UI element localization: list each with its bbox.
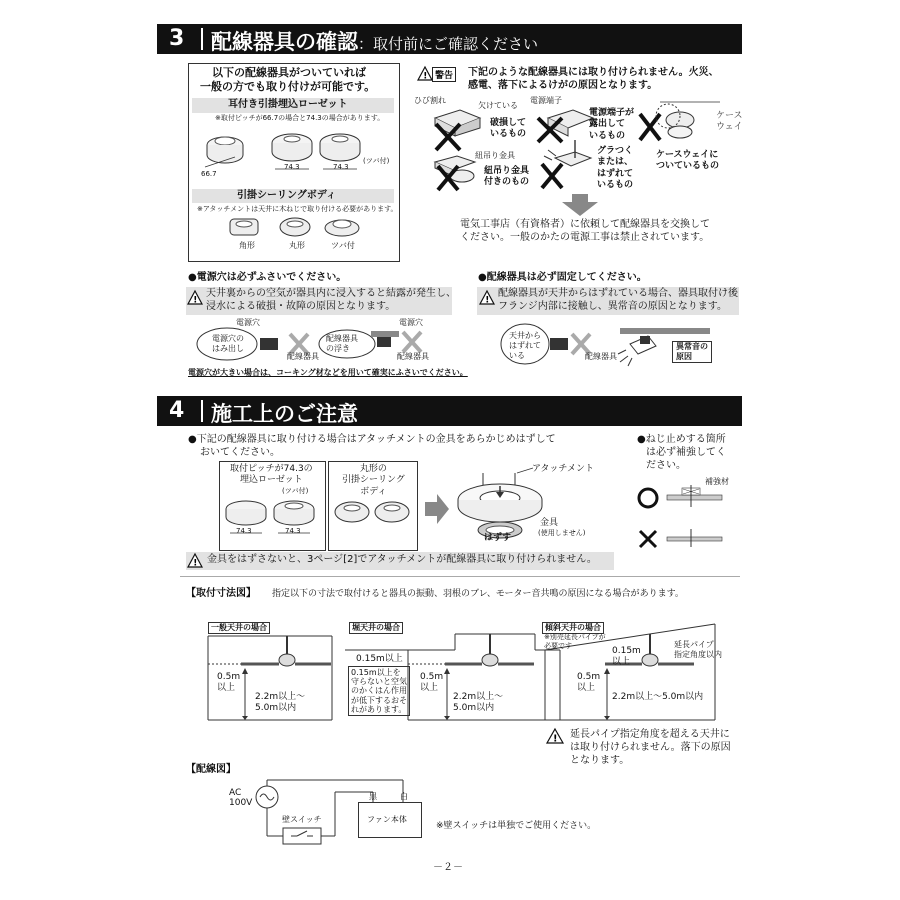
attachment-text-1: ●下記の配線器具に取り付ける場合はアタッチメントの金具をあらかじめはずして [188,434,556,445]
section-3-header [157,24,742,54]
warning-text-2: 感電、落下によるけがの原因となります。 [468,80,658,91]
warning-icon [547,729,563,743]
rosette-note: ※取付ピッチが66.7の場合と74.3の場合があります。 [215,114,385,122]
shape-square: 角形 [239,241,255,250]
label-hook-attached: 紐吊り金具 付きのもの [484,166,530,188]
rosette-title: 耳付き引掛埋込ローゼット [228,99,348,110]
d015-slope: 0.15m 以上 [612,646,641,668]
d05-normal: 0.5m 以上 [217,672,241,694]
label-abnormal: 異常音の 原因 [672,341,712,363]
label-case: ケース ウェイ [716,111,743,133]
warning-icon [188,291,202,304]
page-number: －２－ [433,862,463,873]
screw-text-2: は必ず補強してく [646,447,726,458]
label-power-hole-2: 電源穴 [399,318,423,327]
hole-heading: ●電源穴は必ずふさいでください。 [188,272,347,283]
label-caseway: ケースウェイに ついているもの [656,150,720,172]
white-wire-label: 白 [400,792,408,801]
section-title: 配線器具の確認：取付前にご確認ください [211,30,539,54]
label-power-hole: 電源穴 [236,318,260,327]
dimension-title: 【取付寸法図】 [186,588,256,599]
screw-illustration [637,485,727,555]
dimension-description: 指定以下の寸法で取付けると器具の振動、羽根のブレ、モーター音共鳴の原因になる場合があります。 [272,589,684,599]
section-title: 施工上のご注意 [211,402,358,426]
label-chip: 欠けている [478,101,518,110]
warning-icon [188,554,202,567]
warning-icon [480,291,494,304]
wall-switch-label: 壁スイッチ [282,815,322,824]
reinforce-label: 補強材 [705,477,729,486]
ceiling-body-title: 引掛シーリングボディ [237,190,336,201]
section-4-header [157,396,742,426]
shape-round: 丸形 [289,241,305,250]
label-device-3: 配線器具 [585,352,617,361]
svg-text:!: ! [193,558,198,569]
label-device: 配線器具 [287,352,319,361]
replace-text-1: 電気工事店（有資格者）に依頼して配線器具を交換して [460,219,710,230]
fix-warning-1: 配線器具が天井からはずれている場合、器具取付け後 [498,288,738,299]
dim-74-3-a: 74.3 [284,163,300,171]
shape-tsuba: ツバ付 [331,241,355,250]
label-loose: グラつく または、 はずれて いるもの [597,146,634,190]
well-note: 0.15m以上を 守らないと空気 のかくはん作用 が低下するおそ れがあります。 [348,666,410,716]
switch-note: ※壁スイッチは単独でご使用ください。 [436,821,597,831]
svg-text:!: ! [553,733,558,745]
down-arrow-icon [560,194,600,216]
slope-warning: 延長パイプ指定角度を超える天井に は取り付けられません。落下の原因 となります。 [570,729,731,766]
d22-normal: 2.2m以上～ 5.0m以内 [255,692,306,714]
label-crack: ひび割れ [414,96,446,105]
slope-ceiling-label: 傾斜天井の場合 [542,622,604,634]
screw-text-1: ●ねじ止めする箇所 [637,434,726,445]
warning-text-1: 下記のような配線器具には取り付けられません。火災、 [468,67,719,78]
screw-text-3: ださい。 [646,460,686,471]
fan-body-label: ファン本体 [367,815,407,824]
svg-text:!: ! [193,295,198,306]
dim-66-7: 66.7 [201,170,217,178]
warning-icon [418,67,432,80]
d05-well: 0.5m 以上 [420,672,444,694]
extension-note: ※別売延長パイプが 必要です [544,633,606,650]
normal-ceiling-label: 一般天井の場合 [208,622,270,634]
round-ceiling-label: 丸形の 引掛シーリング ボディ [342,464,405,497]
label-hole-out: 電源穴の はみ出し [212,334,244,353]
replace-text-2: ください。一般のかたの電源工事は禁止されています。 [460,232,710,243]
label-hook: 紐吊り金具 [475,151,515,160]
divider [180,576,740,577]
fix-heading: ●配線器具は必ず固定してください。 [478,272,647,283]
hole-warning-2: 浸水による破損・故障の原因となります。 [206,301,396,312]
label-float: 配線器具 の浮き [326,334,358,353]
label-terminal: 電源端子 [530,96,562,105]
dim-74-3-a: 74.3 [236,527,252,535]
tsuba-note: (ツバ付) [282,487,309,495]
dim-74-3-b: 74.3 [285,527,301,535]
label-detached: 天井から はずれて いる [509,331,541,360]
round-ceiling-illustration [332,498,412,528]
tsuba-note: (ツバ付) [363,157,390,165]
wiring-title: 【配線図】 [186,764,236,775]
attachment-label: アタッチメント [532,464,595,474]
warning-label: 警告 [432,67,456,82]
box-title-1: 以下の配線器具がついていれば [212,66,366,79]
svg-text:!: ! [485,295,490,306]
hole-note: 電源穴が大きい場合は、コーキング材などを用いて確実にふさいでください。 [188,368,468,377]
label-damaged: 破損して いるもの [490,118,527,140]
rosette-743-label: 取付ピッチが74.3の 埋込ローゼット [230,464,313,486]
ac-label: AC 100V [229,788,253,808]
prohibited-devices-illustration [430,100,730,195]
remove-label: はずす [484,533,512,543]
ceiling-body-illustrations [220,216,370,242]
d22-slope: 2.2m以上～5.0m以内 [612,692,704,702]
d22-well: 2.2m以上～ 5.0m以内 [453,692,504,714]
bracket-label: 金具 [540,518,559,528]
hole-warning-1: 天井裏からの空気が器具内に浸入すると結露が発生し、 [206,288,456,299]
black-wire-label: 黒 [369,792,377,801]
label-exposed: 電源端子が 露出して いるもの [589,108,635,141]
extension-angle: 延長パイプ 指定角度以内 [674,640,722,659]
rosette-illustrations [195,125,395,185]
attachment-warning: 金具をはずさないと、3ページ[2]でアタッチメントが配線器具に取り付けられません。 [207,554,597,565]
ceiling-body-note: ※アタッチメントは天井に木ねじで取り付ける必要があります。 [197,205,398,213]
section-number: 4 [169,398,185,423]
svg-text:!: ! [423,71,428,82]
dim-74-3-b: 74.3 [333,163,349,171]
fix-warning-2: フランジ内部に接触し、異常音の原因となります。 [498,301,727,312]
right-arrow-icon [425,494,450,524]
bracket-note: (使用しません) [538,529,586,537]
attachment-text-2: おいてください。 [200,447,280,458]
d015-well: 0.15m以上 [356,654,403,664]
d05-slope: 0.5m 以上 [577,672,601,694]
section-number: 3 [169,26,185,51]
well-ceiling-label: 堀天井の場合 [349,622,403,634]
box-title-2: 一般の方でも取り付けが可能です。 [200,80,376,93]
label-device-2: 配線器具 [397,352,429,361]
